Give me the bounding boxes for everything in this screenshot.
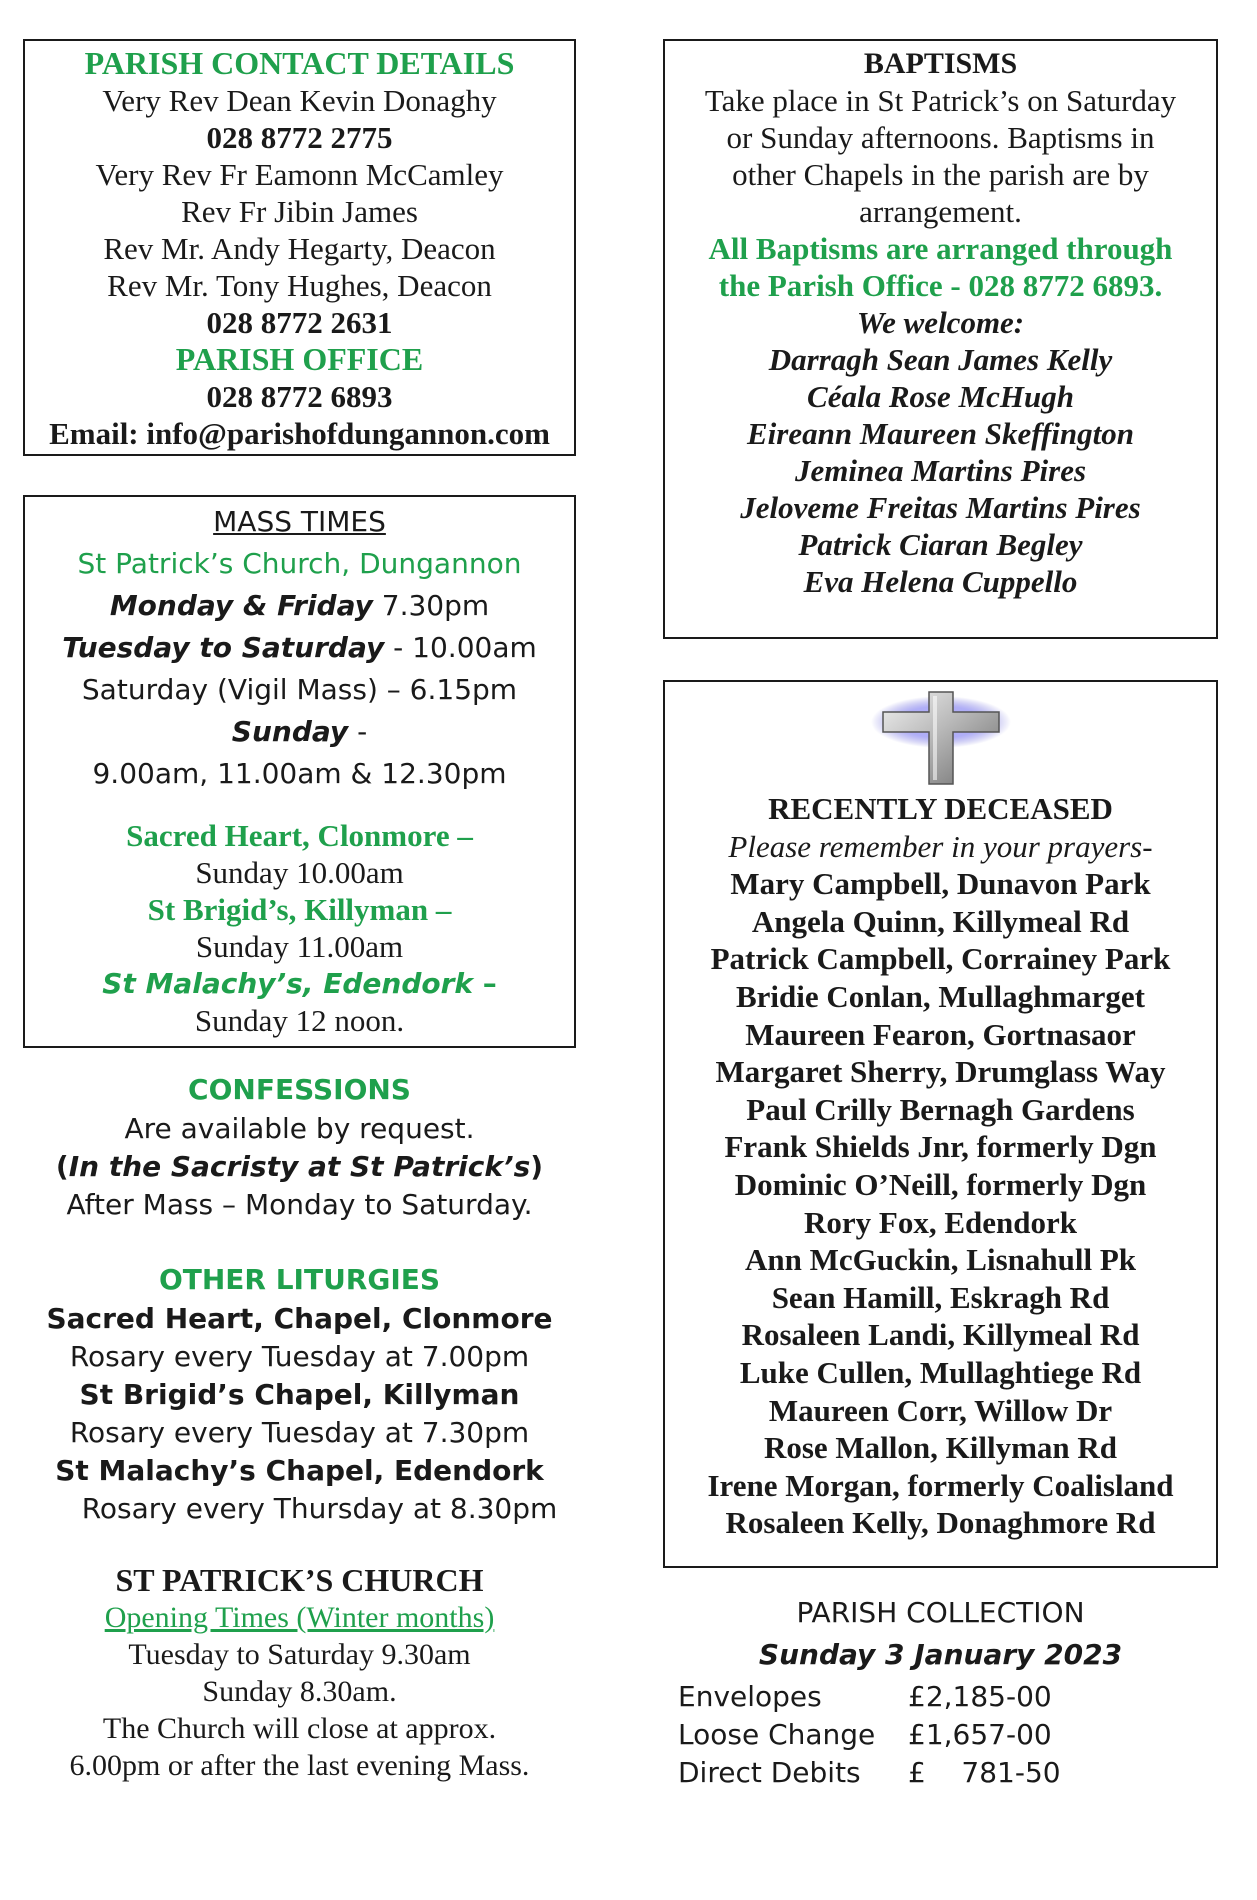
church-line-1: Tuesday to Saturday 9.30am (128, 1638, 471, 1671)
confessions-line-2 (23, 1148, 576, 1186)
church-line-3: The Church will close at approx. (102, 1712, 497, 1745)
mass-line-4 (25, 711, 574, 753)
deceased-name: Irene Morgan, formerly Coalisland (707, 1467, 1174, 1503)
deceased-box (663, 680, 1218, 1568)
confessions-title: CONFESSIONS (188, 1073, 411, 1106)
mass-line-2-day: Tuesday to Saturday (62, 631, 385, 664)
parish-collection-section (663, 1592, 1218, 1792)
chapel-2-time: Sunday 11.00am (195, 929, 404, 964)
table-row (678, 1716, 1061, 1754)
confessions-liturgies-section (23, 1070, 576, 1528)
liturgy-time-2: Rosary every Tuesday at 7.30pm (69, 1416, 530, 1449)
baptisms-welcome: We welcome: (856, 305, 1025, 340)
collection-label: Loose Change (678, 1718, 876, 1751)
liturgy-time-3: Rosary every Thursday at 8.30pm (81, 1492, 558, 1525)
mass-times-box (23, 495, 576, 1048)
chapel-2-name: St Brigid’s, Killyman – (147, 892, 452, 927)
mass-line-2 (25, 627, 574, 669)
chapel-3-dash: – (473, 967, 497, 1000)
liturgy-place-3: St Malachy’s Chapel, Edendork (55, 1454, 544, 1487)
mass-line-4-day: Sunday (231, 715, 349, 748)
cross-graphic (665, 686, 1216, 790)
collection-table (678, 1678, 1061, 1792)
contact-deacon-1: Rev Mr. Andy Hegarty, Deacon (103, 231, 496, 266)
baptism-name: Eireann Maureen Skeffington (746, 416, 1134, 451)
liturgies-title: OTHER LITURGIES (158, 1263, 441, 1296)
mass-line-1 (25, 585, 574, 627)
deceased-name: Angela Quinn, Killymeal Rd (751, 903, 1130, 939)
chapel-3-label: St Malachy’s, Edendork (102, 967, 474, 1000)
deceased-name: Maureen Corr, Willow Dr (768, 1392, 1113, 1428)
collection-title: PARISH COLLECTION (796, 1596, 1085, 1629)
baptism-name: Darragh Sean James Kelly (768, 342, 1113, 377)
chapel-1-name: Sacred Heart, Clonmore – (126, 818, 473, 853)
collection-label: Direct Debits (678, 1756, 861, 1789)
table-row (678, 1678, 1061, 1716)
baptism-name: Jeloveme Freitas Martins Pires (740, 490, 1141, 525)
baptisms-box (663, 39, 1218, 639)
confessions-paren-open: ( (55, 1150, 69, 1183)
deceased-name: Paul Crilly Bernagh Gardens (746, 1091, 1135, 1127)
contact-deacon-2: Rev Mr. Tony Hughes, Deacon (107, 268, 492, 303)
mass-line-1-day: Monday & Friday (109, 589, 373, 622)
deceased-name: Rory Fox, Edendork (804, 1204, 1077, 1240)
chapel-3-name (25, 965, 574, 1002)
contact-phone-2: 028 8772 2631 (206, 305, 393, 340)
cross-icon (861, 688, 1021, 788)
collection-date: Sunday 3 January 2023 (758, 1638, 1123, 1671)
confessions-sacristy: In the Sacristy at St Patrick’s (68, 1150, 531, 1183)
deceased-name: Bridie Conlan, Mullaghmarget (735, 978, 1146, 1014)
deceased-name: Rosaleen Landi, Killymeal Rd (741, 1317, 1140, 1353)
baptism-name: Patrick Ciaran Begley (798, 527, 1083, 562)
mass-line-1-time: 7.30pm (372, 589, 490, 622)
contact-title: PARISH CONTACT DETAILS (84, 45, 515, 81)
confessions-paren-close: ) (530, 1150, 544, 1183)
mass-line-3: Saturday (Vigil Mass) – 6.15pm (81, 673, 518, 706)
table-row (678, 1754, 1061, 1792)
mass-line-5: 9.00am, 11.00am & 12.30pm (92, 757, 507, 790)
church-line-4: 6.00pm or after the last evening Mass. (69, 1749, 530, 1782)
liturgy-place-1: Sacred Heart, Chapel, Clonmore (46, 1302, 553, 1335)
office-email: Email: info@parishofdungannon.com (49, 416, 550, 451)
liturgy-place-2: St Brigid’s Chapel, Killyman (79, 1378, 520, 1411)
baptisms-line-1: Take place in St Patrick’s on Saturday (704, 83, 1177, 118)
chapel-3-time: Sunday 12 noon. (194, 1003, 405, 1038)
deceased-name: Dominic O’Neill, formerly Dgn (734, 1166, 1147, 1202)
office-phone: 028 8772 6893 (206, 379, 393, 414)
deceased-name: Ann McGuckin, Lisnahull Pk (744, 1242, 1137, 1278)
mass-title: MASS TIMES (213, 505, 386, 538)
confessions-line-3: After Mass – Monday to Saturday. (66, 1188, 533, 1221)
collection-amount: £ 781-50 (908, 1756, 1061, 1789)
mass-line-4-dash: - (348, 715, 368, 748)
deceased-name: Sean Hamill, Eskragh Rd (771, 1279, 1110, 1315)
deceased-name: Mary Campbell, Dunavon Park (730, 866, 1151, 902)
deceased-name: Luke Cullen, Mullaghtiege Rd (739, 1354, 1142, 1390)
mass-line-2-time: - 10.00am (384, 631, 537, 664)
baptisms-line-4: arrangement. (859, 194, 1022, 229)
church-title: ST PATRICK’S CHURCH (115, 1562, 484, 1598)
baptisms-title: BAPTISMS (863, 47, 1018, 80)
contact-priest-2: Very Rev Fr Eamonn McCamley (95, 157, 504, 192)
baptism-name: Jeminea Martins Pires (794, 453, 1087, 488)
contact-priest-1: Very Rev Dean Kevin Donaghy (102, 83, 497, 118)
deceased-name: Maureen Fearon, Gortnasaor (745, 1016, 1136, 1052)
deceased-name: Patrick Campbell, Corrainey Park (710, 941, 1171, 977)
contact-details-box (23, 39, 576, 456)
collection-amount: £2,185-00 (908, 1680, 1052, 1713)
collection-label: Envelopes (678, 1680, 822, 1713)
baptism-name: Eva Helena Cuppello (803, 564, 1078, 599)
church-line-2: Sunday 8.30am. (202, 1675, 397, 1708)
office-title: PARISH OFFICE (175, 341, 424, 377)
deceased-name: Rose Mallon, Killyman Rd (763, 1430, 1118, 1466)
chapel-1-time: Sunday 10.00am (195, 855, 404, 890)
deceased-name: Frank Shields Jnr, formerly Dgn (724, 1129, 1157, 1165)
contact-phone-1: 028 8772 2775 (206, 120, 393, 155)
baptisms-green-1: All Baptisms are arranged through (708, 231, 1173, 266)
deceased-name: Rosaleen Kelly, Donaghmore Rd (725, 1505, 1156, 1541)
church-subtitle: Opening Times (Winter months) (104, 1601, 495, 1634)
deceased-subtitle: Please remember in your prayers- (728, 828, 1153, 864)
baptisms-green-2: the Parish Office - 028 8772 6893. (718, 268, 1163, 303)
church-opening-section (23, 1562, 576, 1784)
deceased-title: RECENTLY DECEASED (768, 791, 1113, 826)
contact-priest-3: Rev Fr Jibin James (181, 194, 418, 229)
baptisms-line-3: other Chapels in the parish are by (732, 157, 1149, 192)
confessions-line-1: Are available by request. (124, 1112, 475, 1145)
liturgy-time-1: Rosary every Tuesday at 7.00pm (69, 1340, 530, 1373)
deceased-name: Margaret Sherry, Drumglass Way (715, 1054, 1166, 1090)
baptisms-line-2: or Sunday afternoons. Baptisms in (726, 120, 1155, 155)
collection-amount: £1,657-00 (908, 1718, 1052, 1751)
mass-church: St Patrick’s Church, Dungannon (77, 547, 522, 580)
baptism-name: Céala Rose McHugh (807, 379, 1074, 414)
